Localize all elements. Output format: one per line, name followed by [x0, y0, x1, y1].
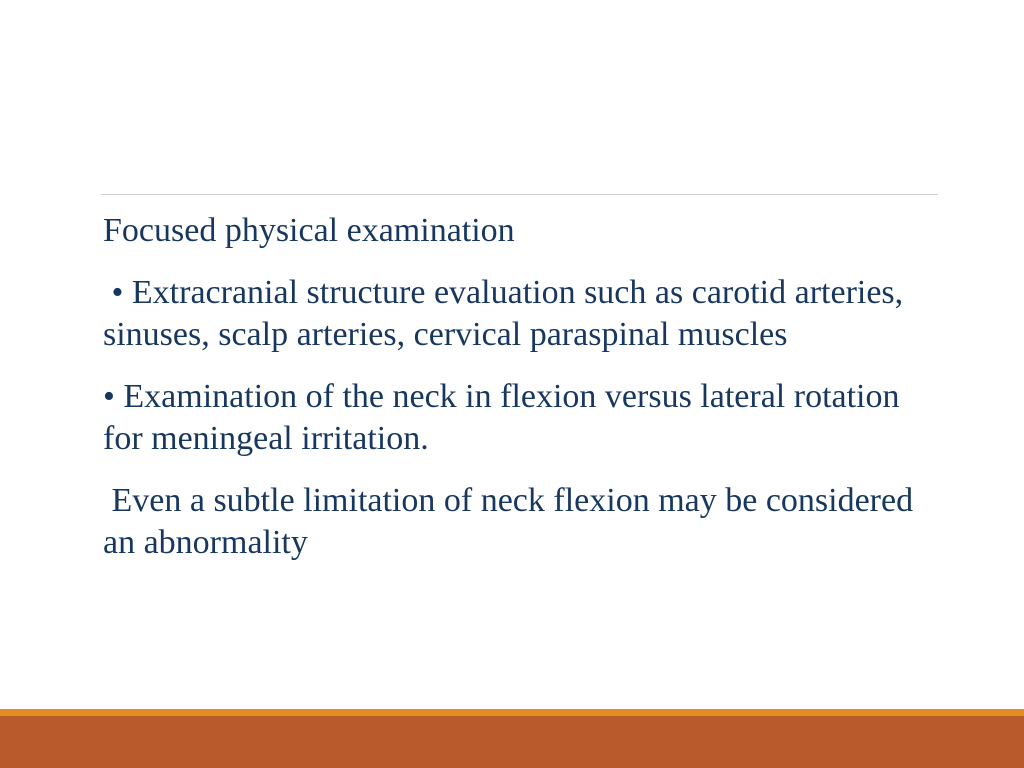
slide-body	[103, 210, 933, 584]
bullet-extracranial-evaluation: • Extracranial structure evaluation such as carotid arteries, sinuses, scalp arteries, cervical paraspinal muscles	[103, 274, 912, 353]
footer-accent-stripe	[0, 709, 1024, 716]
note-neck-flexion: Even a subtle limitation of neck flexion may be considered an abnormality	[103, 482, 922, 561]
bullet-neck-examination: • Examination of the neck in flexion versus lateral rotation for meningeal irritation.	[103, 378, 900, 457]
body-heading: Focused physical examination	[103, 212, 515, 249]
title-divider	[101, 194, 938, 195]
footer-band	[0, 716, 1024, 768]
